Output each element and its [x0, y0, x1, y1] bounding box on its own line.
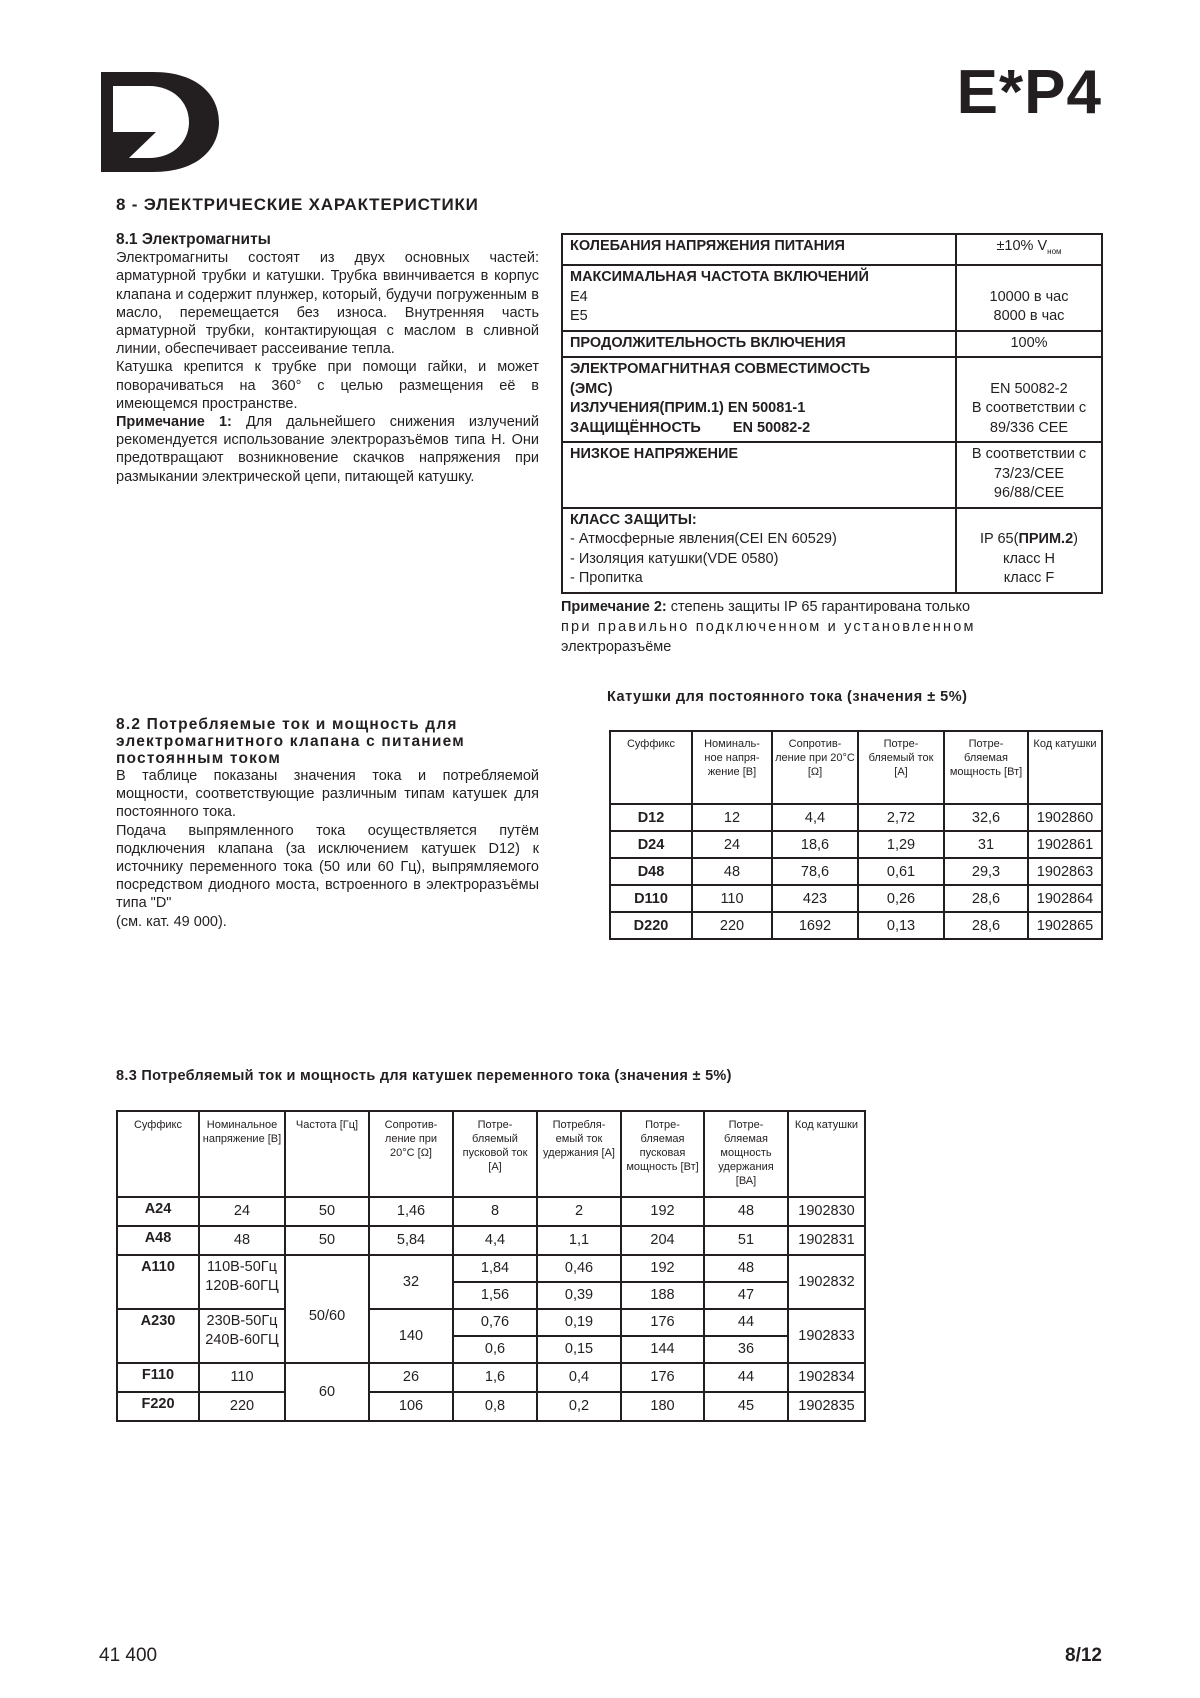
table-row: [117, 1363, 865, 1392]
ac-coil-table: [116, 1110, 866, 1422]
table-row: [117, 1392, 865, 1421]
table-cell: 220: [199, 1392, 285, 1421]
spec-value: EN 50082-2 В соответствии с 89/336 CEE: [956, 357, 1102, 442]
table-row: [117, 1309, 865, 1336]
column-header: Потребля-емый ток удержания [A]: [537, 1111, 621, 1197]
table-cell: 1,56: [453, 1282, 537, 1309]
table-cell: 1902834: [788, 1363, 865, 1392]
note-1: [116, 413, 539, 486]
table-cell: 50: [285, 1226, 369, 1255]
table-cell: 29,3: [944, 858, 1028, 885]
note-text: Для дальнейшего снижения излучений рекомендуется использование электроразъёмов типа Н. Они предотвращают возникновение скачков напряжения при размыкании электрической цепи, питающей катушку.: [116, 414, 540, 485]
table-cell: 1902861: [1028, 831, 1102, 858]
model-code: E*P4: [956, 58, 1102, 127]
table-cell: 50: [285, 1197, 369, 1226]
table-cell: 220: [692, 912, 772, 939]
table-cell: F220: [117, 1392, 199, 1421]
table-row: [610, 885, 1102, 912]
column-header: Потре-бляемая пусковая мощность [Вт]: [621, 1111, 704, 1197]
table-cell: A230: [117, 1309, 199, 1363]
table-cell: 78,6: [772, 858, 858, 885]
table-cell: 110: [199, 1363, 285, 1392]
paragraph: (см. кат. 49 000).: [116, 913, 227, 930]
table-row: [610, 831, 1102, 858]
table-cell: 0,2: [537, 1392, 621, 1421]
table-row: [117, 1197, 865, 1226]
table-cell: 192: [621, 1255, 704, 1282]
table-cell: 4,4: [453, 1226, 537, 1255]
table-cell: 423: [772, 885, 858, 912]
table-cell: D24: [610, 831, 692, 858]
table-cell: 4,4: [772, 804, 858, 831]
table-cell: 1,46: [369, 1197, 453, 1226]
table-row: [562, 442, 1102, 508]
table-cell: 36: [704, 1336, 788, 1363]
column-header: Потре-бляемая мощность удержания [ВА]: [704, 1111, 788, 1197]
table-row: [562, 234, 1102, 265]
spec-label: КЛАСС ЗАЩИТЫ: - Атмосферные явления(CEI EN 60529) - Изоляция катушки(VDE 0580) - Пропитка: [562, 508, 956, 593]
table-cell: 1,6: [453, 1363, 537, 1392]
table-cell: 192: [621, 1197, 704, 1226]
column-header: Номиналь-ное напря-жение [B]: [692, 731, 772, 804]
table-cell: 110: [692, 885, 772, 912]
section-title: 8 - ЭЛЕКТРИЧЕСКИЕ ХАРАКТЕРИСТИКИ: [116, 195, 479, 214]
table-cell: 176: [621, 1309, 704, 1336]
column-header: Суффикс: [610, 731, 692, 804]
table-cell: 12: [692, 804, 772, 831]
spec-label: НИЗКОЕ НАПРЯЖЕНИЕ: [562, 442, 956, 508]
table-cell: 0,4: [537, 1363, 621, 1392]
table-cell: 5,84: [369, 1226, 453, 1255]
table-cell: 1692: [772, 912, 858, 939]
company-logo: [101, 72, 221, 172]
table-cell: 2,72: [858, 804, 944, 831]
table-cell: F110: [117, 1363, 199, 1392]
table-row: [117, 1226, 865, 1255]
dc-coil-table: [609, 730, 1103, 940]
section-8-2: [116, 716, 539, 931]
table-cell: 28,6: [944, 885, 1028, 912]
table-cell: 0,26: [858, 885, 944, 912]
table-cell: 1902863: [1028, 858, 1102, 885]
page-number: 8/12: [1065, 1645, 1102, 1666]
table-cell: 60: [285, 1363, 369, 1421]
table-cell: 48: [199, 1226, 285, 1255]
table-cell: 1,1: [537, 1226, 621, 1255]
table-cell: 32: [369, 1255, 453, 1309]
spec-value: ±10% $V_{ном}$: [956, 234, 1102, 265]
table-cell: 0,76: [453, 1309, 537, 1336]
subsection-title: 8.1 Электромагниты: [116, 231, 271, 248]
spec-label: МАКСИМАЛЬНАЯ ЧАСТОТА ВКЛЮЧЕНИЙ E4 E5: [562, 265, 956, 331]
table-cell: 24: [199, 1197, 285, 1226]
column-header: Суффикс: [117, 1111, 199, 1197]
table-cell: A110: [117, 1255, 199, 1309]
spec-value: IP 65(ПРИМ.2) класс H класс F: [956, 508, 1102, 593]
paragraph: Подача выпрямленного тока осуществляется путём подключения клапана (за исключением катушек D12) к источнику переменного тока (50 или 60 Гц), выпрямляемого посредством диодного моста, встроенного в электроразъёмы типа "D": [116, 822, 539, 912]
table-cell: 0,15: [537, 1336, 621, 1363]
note-label: Примечание 2:: [561, 599, 667, 615]
table-cell: 31: [944, 831, 1028, 858]
table-row: [562, 508, 1102, 593]
column-header: Код катушки: [788, 1111, 865, 1197]
table-cell: 44: [704, 1363, 788, 1392]
table-cell: 110В-50Гц 120В-60ГЦ: [199, 1255, 285, 1309]
table-cell: 44: [704, 1309, 788, 1336]
spec-label: ПРОДОЛЖИТЕЛЬНОСТЬ ВКЛЮЧЕНИЯ: [562, 331, 956, 358]
table-cell: 1,84: [453, 1255, 537, 1282]
table-cell: 1902831: [788, 1226, 865, 1255]
table-cell: 0,46: [537, 1255, 621, 1282]
table-cell: 230В-50Гц 240В-60ГЦ: [199, 1309, 285, 1363]
spec-value: 10000 в час 8000 в час: [956, 265, 1102, 331]
table-cell: 1902835: [788, 1392, 865, 1421]
table-cell: 0,61: [858, 858, 944, 885]
table-cell: 1902833: [788, 1309, 865, 1363]
table-cell: 1902865: [1028, 912, 1102, 939]
table-cell: 0,19: [537, 1309, 621, 1336]
table-cell: 1902860: [1028, 804, 1102, 831]
table-cell: 180: [621, 1392, 704, 1421]
table-cell: D220: [610, 912, 692, 939]
catalog-number: 41 400: [99, 1645, 158, 1666]
table-cell: 106: [369, 1392, 453, 1421]
table-row: [117, 1255, 865, 1282]
column-header: Сопротив-ление при 20°C [Ω]: [772, 731, 858, 804]
dc-table-caption: Катушки для постоянного тока (значения ± 5%): [607, 689, 968, 705]
table-cell: 51: [704, 1226, 788, 1255]
column-header: Номинальное напряжение [B]: [199, 1111, 285, 1197]
table-cell: 1,29: [858, 831, 944, 858]
column-header: Код катушки: [1028, 731, 1102, 804]
table-cell: 48: [692, 858, 772, 885]
table-cell: 204: [621, 1226, 704, 1255]
table-cell: 8: [453, 1197, 537, 1226]
column-header: Потре-бляемая мощность [Вт]: [944, 731, 1028, 804]
table-row: [562, 265, 1102, 331]
table-cell: 32,6: [944, 804, 1028, 831]
spec-label: КОЛЕБАНИЯ НАПРЯЖЕНИЯ ПИТАНИЯ: [562, 234, 956, 265]
table-row: [610, 858, 1102, 885]
table-cell: 1902864: [1028, 885, 1102, 912]
table-cell: 176: [621, 1363, 704, 1392]
table-row: [610, 912, 1102, 939]
table-cell: 24: [692, 831, 772, 858]
table-cell: D12: [610, 804, 692, 831]
table-row: [610, 804, 1102, 831]
ac-table-caption: 8.3 Потребляемый ток и мощность для катушек переменного тока (значения ± 5%): [116, 1068, 732, 1084]
column-header: Потре-бляемый ток [A]: [858, 731, 944, 804]
spec-table: [561, 233, 1103, 594]
table-cell: 47: [704, 1282, 788, 1309]
table-cell: 140: [369, 1309, 453, 1363]
table-cell: 188: [621, 1282, 704, 1309]
spec-label: ЭЛЕКТРОМАГНИТНАЯ СОВМЕСТИМОСТЬ (ЭМС) ИЗЛУЧЕНИЯ(ПРИМ.1) EN 50081-1 ЗАЩИЩЁННОСТЬ EN 50082-2: [562, 357, 956, 442]
table-cell: A24: [117, 1197, 199, 1226]
table-cell: 0,8: [453, 1392, 537, 1421]
table-cell: 45: [704, 1392, 788, 1421]
spec-value: 100%: [956, 331, 1102, 358]
table-cell: 18,6: [772, 831, 858, 858]
table-cell: D110: [610, 885, 692, 912]
table-cell: 50/60: [285, 1255, 369, 1363]
table-cell: D48: [610, 858, 692, 885]
table-cell: 0,39: [537, 1282, 621, 1309]
spec-value: В соответствии с 73/23/CEE 96/88/CEE: [956, 442, 1102, 508]
column-header: Сопротив-ление при 20°C [Ω]: [369, 1111, 453, 1197]
table-row: [562, 357, 1102, 442]
table-cell: 0,6: [453, 1336, 537, 1363]
table-cell: 48: [704, 1255, 788, 1282]
table-cell: 28,6: [944, 912, 1028, 939]
table-cell: 26: [369, 1363, 453, 1392]
table-header-row: [117, 1111, 865, 1197]
paragraph: В таблице показаны значения тока и потребляемой мощности, соответствующие различным типам катушек для постоянного тока.: [116, 768, 539, 821]
subsection-title: 8.2 Потребляемые ток и мощность для электромагнитного клапана с питанием постоянным током: [116, 716, 465, 767]
table-cell: 144: [621, 1336, 704, 1363]
section-8-1: [116, 231, 539, 486]
table-cell: A48: [117, 1226, 199, 1255]
column-header: Частота [Гц]: [285, 1111, 369, 1197]
table-cell: 0,13: [858, 912, 944, 939]
note-2: Примечание 2: степень защиты IP 65 гарантирована только при правильно подключенном и установленном электроразъёме: [561, 599, 976, 655]
paragraph: Катушка крепится к трубке при помощи гайки, и может поворачиваться на 360° с целью размещения её в имеющемся пространстве.: [116, 359, 539, 412]
table-cell: 1902830: [788, 1197, 865, 1226]
paragraph: Электромагниты состоят из двух основных частей: арматурной трубки и катушки. Трубка ввинчивается в корпус клапана и содержит плунжер, который, будучи погруженным в масло, перемещается без износа. Внутренняя часть арматурной трубки, контактирующая с маслом в сливной линии, обеспечивает рассеивание тепла.: [116, 250, 539, 358]
table-header-row: [610, 731, 1102, 804]
table-cell: 48: [704, 1197, 788, 1226]
table-row: [562, 331, 1102, 358]
table-cell: 1902832: [788, 1255, 865, 1309]
note-label: Примечание 1:: [116, 414, 232, 431]
table-cell: 2: [537, 1197, 621, 1226]
column-header: Потре-бляемый пусковой ток [A]: [453, 1111, 537, 1197]
